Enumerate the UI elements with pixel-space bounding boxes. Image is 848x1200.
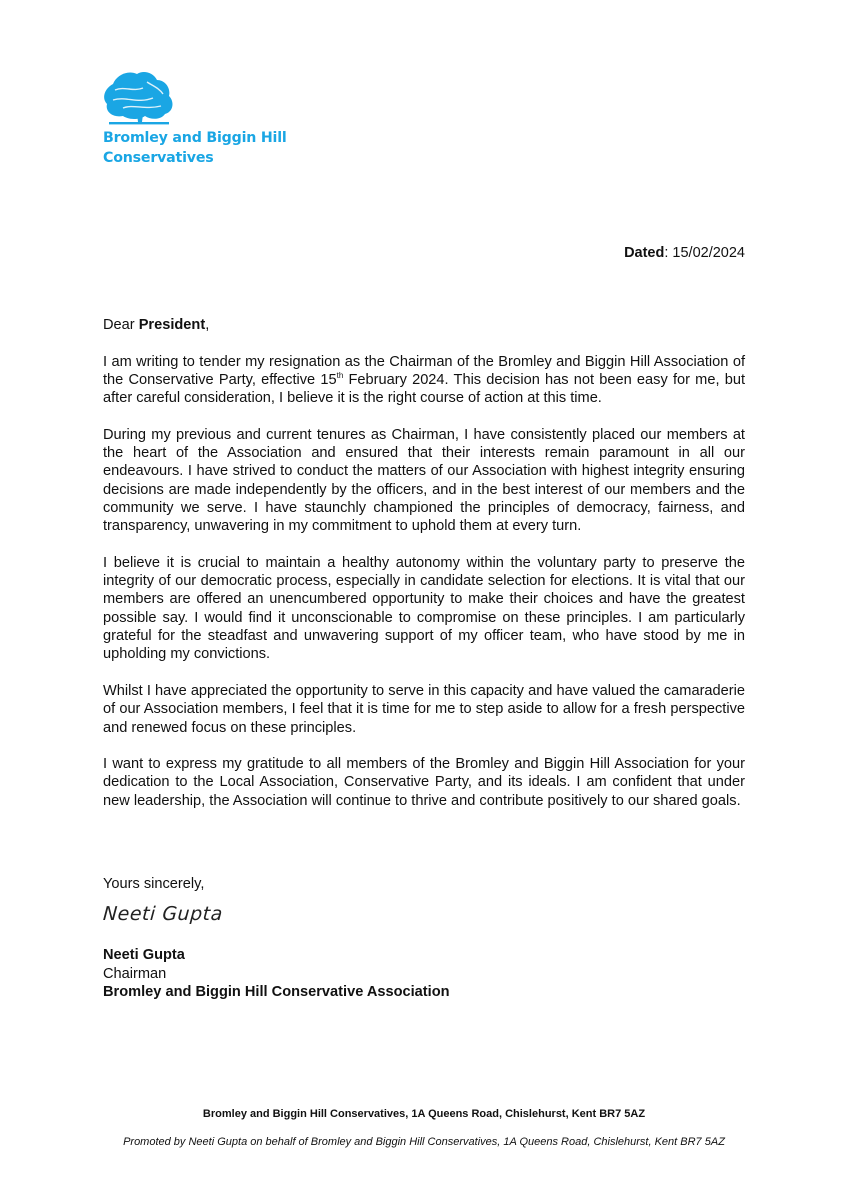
organisation-name-line2: Conservatives: [103, 150, 214, 166]
salutation: [103, 316, 745, 334]
salutation-suffix: ,: [205, 317, 210, 333]
date-label: Dated: [624, 245, 665, 261]
organisation-name: [103, 128, 287, 168]
paragraph-autonomy: I believe it is crucial to maintain a healthy autonomy within the voluntary party to preserve the integrity of our democratic process, especially in candidate selection for elections. It is vital that our members are offered an unencumbered opportunity to make their choices and have the greatest possible say. I would find it unconscionable to compromise on these principles. I am particularly grateful for the steadfast and unwavering support of my officer team, who have stood by me in upholding my convictions.: [103, 554, 745, 663]
signatory-title: Chairman: [103, 965, 167, 982]
ordinal-suffix: th: [336, 371, 344, 381]
footer-imprint: Promoted by Neeti Gupta on behalf of Bromley and Biggin Hill Conservatives, 1A Queens Road, Chislehurst, Kent BR7 5AZ: [123, 1136, 725, 1148]
handwritten-signature: Neeti Gupta: [102, 903, 224, 925]
letter-body: [103, 316, 745, 828]
logo: [103, 70, 177, 128]
signatory-name: Neeti Gupta: [103, 947, 185, 963]
signature-block: [103, 946, 450, 1002]
date-separator: :: [664, 245, 673, 261]
paragraph-gratitude: I want to express my gratitude to all members of the Bromley and Biggin Hill Association for your dedication to the Local Association, Conservative Party, and its ideals. I am confident that under new leadership, the Association will continue to thrive and contribute positively to our shared goals.: [103, 756, 745, 809]
footer-address: Bromley and Biggin Hill Conservatives, 1A Queens Road, Chislehurst, Kent BR7 5AZ: [202, 1108, 646, 1120]
salutation-recipient: President: [138, 317, 206, 333]
date-line: [624, 244, 745, 262]
paragraph-resignation: [103, 353, 745, 408]
date-value: 15/02/2024: [672, 245, 745, 261]
organisation-name-line1: Bromley and Biggin Hill: [103, 130, 287, 146]
paragraph-tenure: During my previous and current tenures as Chairman, I have consistently placed our members at the heart of the Association and ensured that their interests remain paramount in all our endeavours. I have strived to conduct the matters of our Association with highest integrity ensuring decisions are made independently by the officers, and in the best interest of our members and the community we serve. I have staunchly championed the principles of democracy, fairness, and transparency, unwavering in my commitment to uphold them at every turn.: [103, 426, 745, 535]
oak-tree-icon: [103, 70, 177, 128]
signatory-organisation: Bromley and Biggin Hill Conservative Association: [103, 984, 450, 1000]
paragraph-text: February 2024. This decision has not been easy for me, but after careful consideration, I believe it is the right course of action at this time.: [103, 371, 745, 407]
salutation-prefix: Dear: [103, 317, 139, 333]
closing: Yours sincerely,: [103, 876, 205, 892]
paragraph-step-aside: Whilst I have appreciated the opportunity to serve in this capacity and have valued the camaraderie of our Association members, I feel that it is time for me to step aside to allow for a fresh perspective and renewed focus on these principles.: [103, 682, 745, 736]
paragraph-text: I am writing to tender my resignation as the Chairman of the Bromley and Biggin Hill Association of the Conservative Party, effective 15: [103, 353, 745, 388]
